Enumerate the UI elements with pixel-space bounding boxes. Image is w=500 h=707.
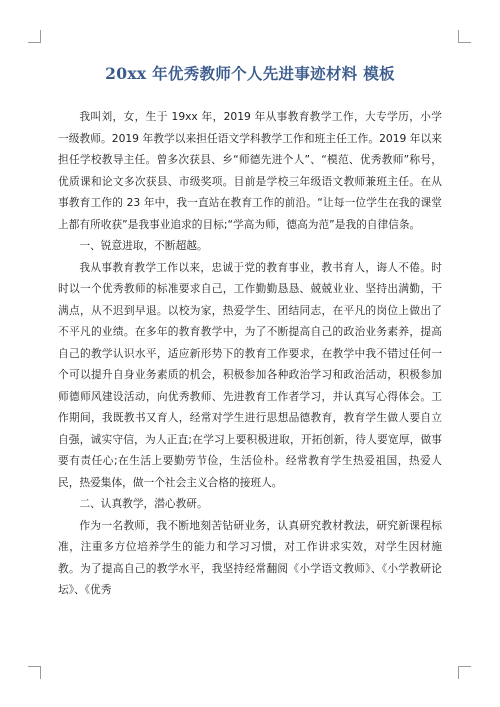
crop-mark-top-right [458, 30, 471, 43]
document-page [58, 62, 442, 601]
paragraph-section-1: 我从事教育教学工作以来，忠诚于党的教育事业，教书育人，诲人不倦。时时以一个优秀教师的标准要求自己，工作勤勤恳恳、兢兢业业、坚持出满勤，干满点，从不迟到早退。以校为家，热爱学生、团结同志，在平凡的岗位上做出了不平凡的业绩。在多年的教育教学中，为了不断提高自己的政治业务素养，提高自己的教学认识水平，适应新形势下的教育工作要求，在教学中我不错过任何一个可以提升自身业务素质的机会，积极参加各种政治学习和政治活动，积极参加师德师风建设活动，向优秀教师、先进教育工作者学习，并认真写心得体会。工作期间，我既教书又育人，经常对学生进行思想品德教育，教育学生做人要自立自强，诚实守信，为人正直;在学习上要积极进取，开拓创新，待人要宽厚，做事要有责任心;在生活上要勤劳节俭，生活俭朴。经常教育学生热爱祖国，热爱人民，热爱集体，做一个社会主义合格的接班人。 [58, 260, 442, 489]
crop-mark-bottom-left [28, 666, 41, 679]
crop-mark-top-left [28, 30, 41, 43]
crop-mark-bottom-right [458, 666, 471, 679]
section-heading-1: 一、锐意进取，不断超越。 [79, 239, 208, 252]
document-title: 20xx 年优秀教师个人先进事迹材料 模板 [105, 64, 395, 83]
paragraph-section-2: 作为一名教师，我不断地刻苦钻研业务，认真研究教材教法，研究新课程标准，注重多方位培养学生的能力和学习习惯，对工作讲求实效，对学生因材施教。为了提高自己的教学水平，我坚持经常翻阅《小学语文教师》、《小学教研论坛》、《优秀 [58, 518, 442, 596]
paragraph-intro: 我叫刘，女，生于 19xx 年，2019 年从事教育教学工作，大专学历，小学一级教师。2019 年教学以来担任语文学科教学工作和班主任工作。2019 年以来担任学校教导主任。曾多次获县、乡“师德先进个人”、“模范、优秀教师”称号，优质课和论文多次获县、市级奖项。目前是学校三年级语文教师兼班主任。在从事教育工作的 23 年中，我一直站在教育工作的前沿。“让每一位学生在我的课堂上都有所收获”是我事业追求的目标;“学高为师，德高为范”是我的自律信条。 [58, 110, 442, 231]
section-heading-2: 二、认真教学，潜心教研。 [79, 497, 208, 510]
